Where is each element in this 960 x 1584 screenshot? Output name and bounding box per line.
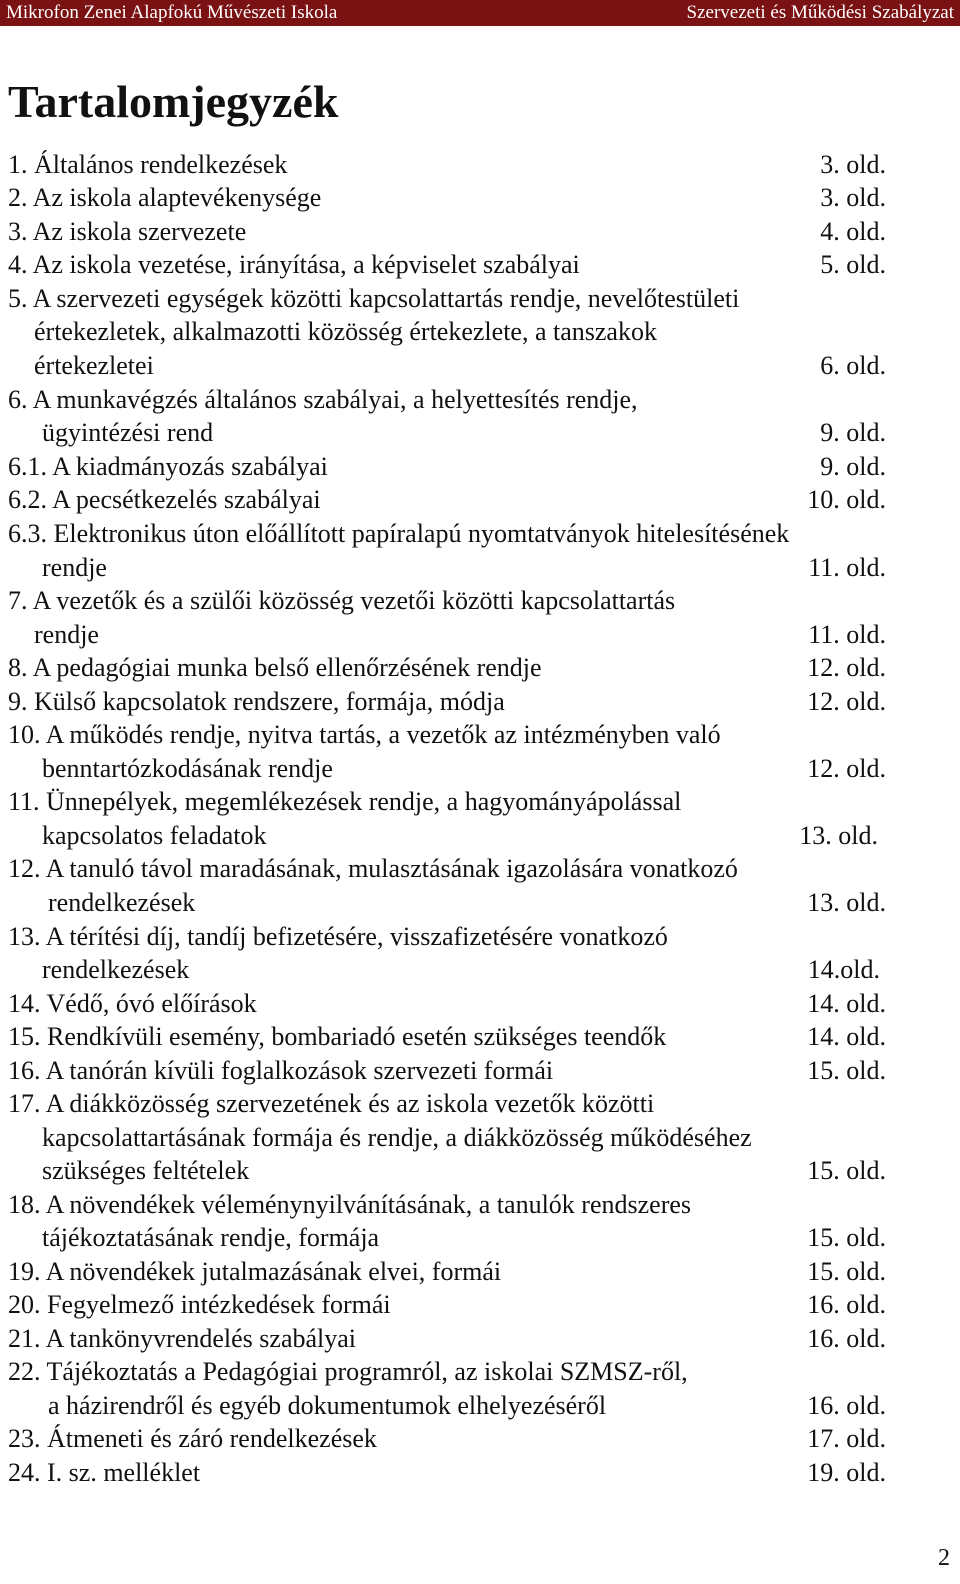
toc-entry-page: 17. old. xyxy=(807,1424,886,1453)
toc-entry-title: 21. A tankönyvrendelés szabályai xyxy=(8,1324,357,1353)
toc-entry-continuation: ügyintézési rend xyxy=(42,418,214,447)
toc-entry-title: 16. A tanórán kívüli foglalkozások szervezeti formái xyxy=(8,1056,554,1085)
toc-entry-page: 16. old. xyxy=(807,1324,886,1353)
header-school-name: Mikrofon Zenei Alapfokú Művészeti Iskola xyxy=(6,2,338,23)
toc-entry-continuation: rendelkezések xyxy=(48,888,196,917)
toc-entry-title: 4. Az iskola vezetése, irányítása, a képviselet szabályai xyxy=(8,250,580,279)
toc-entry-title: 6.2. A pecsétkezelés szabályai xyxy=(8,485,321,514)
toc-entry-title: 9. Külső kapcsolatok rendszere, formája, módja xyxy=(8,687,505,716)
toc-entry-continuation: kapcsolatos feladatok xyxy=(42,821,267,850)
toc-entry-page: 4. old. xyxy=(820,217,886,246)
toc-entry-page: 15. old. xyxy=(807,1056,886,1085)
toc-entry-continuation: szükséges feltételek xyxy=(42,1156,250,1185)
toc-entry-page: 15. old. xyxy=(807,1156,886,1185)
toc-entry-title: 18. A növendékek véleménynyilvánításának, a tanulók rendszeres xyxy=(8,1190,692,1219)
page-title: Tartalomjegyzék xyxy=(8,76,339,127)
toc-entry-page: 12. old. xyxy=(807,754,886,783)
page-number: 2 xyxy=(938,1545,950,1571)
toc-entry-title: 22. Tájékoztatás a Pedagógiai programról, az iskolai SZMSZ-ről, xyxy=(8,1357,688,1386)
toc-entry-title: 6.1. A kiadmányozás szabályai xyxy=(8,452,328,481)
toc-entry-title: 7. A vezetők és a szülői közösség vezetői közötti kapcsolattartás xyxy=(8,586,676,615)
toc-entry-page: 10. old. xyxy=(807,485,886,514)
toc-entry-page: 3. old. xyxy=(820,183,886,212)
toc-entry-page: 5. old. xyxy=(820,250,886,279)
toc-entry-title: 6. A munkavégzés általános szabályai, a helyettesítés rendje, xyxy=(8,385,638,414)
toc-entry-page: 14. old. xyxy=(807,989,886,1018)
toc-entry-title: 5. A szervezeti egységek közötti kapcsolattartás rendje, nevelőtestületi xyxy=(8,284,740,313)
toc-entry-continuation: értekezletek, alkalmazotti közösség értekezlete, a tanszakok xyxy=(34,317,657,346)
toc-entry-page: 9. old. xyxy=(820,452,886,481)
toc-entry-page: 3. old. xyxy=(820,150,886,179)
toc-entry-page: 16. old. xyxy=(807,1391,886,1420)
toc-entry-page: 14.old. xyxy=(807,955,880,984)
toc-entry-page: 19. old. xyxy=(807,1458,886,1487)
toc-entry-page: 13. old. xyxy=(807,888,886,917)
toc-entry-page: 11. old. xyxy=(808,553,886,582)
toc-entry-title: 3. Az iskola szervezete xyxy=(8,217,247,246)
header-document-name: Szervezeti és Működési Szabályzat xyxy=(686,2,954,23)
toc-entry-continuation: tájékoztatásának rendje, formája xyxy=(42,1223,380,1252)
toc-entry-title: 13. A térítési díj, tandíj befizetésére, visszafizetésére vonatkozó xyxy=(8,922,668,951)
toc-entry-page: 6. old. xyxy=(820,351,886,380)
toc-entry-continuation: rendje xyxy=(34,620,99,649)
toc-entry-page: 12. old. xyxy=(807,653,886,682)
toc-entry-title: 2. Az iskola alaptevékenysége xyxy=(8,183,322,212)
toc-entry-title: 12. A tanuló távol maradásának, mulasztásának igazolására vonatkozó xyxy=(8,854,738,883)
toc-entry-title: 10. A működés rendje, nyitva tartás, a vezetők az intézményben való xyxy=(8,720,721,749)
toc-entry-title: 24. I. sz. melléklet xyxy=(8,1458,201,1487)
toc-entry-page: 13. old. xyxy=(799,821,878,850)
toc-entry-page: 15. old. xyxy=(807,1257,886,1286)
toc-entry-continuation: értekezletei xyxy=(34,351,154,380)
toc-entry-title: 11. Ünnepélyek, megemlékezések rendje, a hagyományápolással xyxy=(8,787,682,816)
toc-entry-title: 8. A pedagógiai munka belső ellenőrzésének rendje xyxy=(8,653,542,682)
toc-entry-page: 16. old. xyxy=(807,1290,886,1319)
toc-entry-page: 12. old. xyxy=(807,687,886,716)
toc-entry-continuation: rendelkezések xyxy=(42,955,190,984)
toc-entry-title: 20. Fegyelmező intézkedések formái xyxy=(8,1290,391,1319)
toc-entry-continuation: rendje xyxy=(42,553,107,582)
toc-entry-page: 9. old. xyxy=(820,418,886,447)
toc-entry-continuation: benntartózkodásának rendje xyxy=(42,754,333,783)
toc-entry-title: 19. A növendékek jutalmazásának elvei, formái xyxy=(8,1257,502,1286)
toc-entry-continuation: kapcsolattartásának formája és rendje, a diákközösség működéséhez xyxy=(42,1123,752,1152)
toc-entry-title: 14. Védő, óvó előírások xyxy=(8,989,257,1018)
toc-entry-title: 23. Átmeneti és záró rendelkezések xyxy=(8,1424,377,1453)
toc-entry-title: 6.3. Elektronikus úton előállított papíralapú nyomtatványok hitelesítésének xyxy=(8,519,790,548)
toc-entry-title: 15. Rendkívüli esemény, bombariadó esetén szükséges teendők xyxy=(8,1022,667,1051)
toc-entry-title: 1. Általános rendelkezések xyxy=(8,150,288,179)
toc-entry-page: 11. old. xyxy=(808,620,886,649)
toc-entry-continuation: a házirendről és egyéb dokumentumok elhelyezéséről xyxy=(48,1391,607,1420)
toc-entry-title: 17. A diákközösség szervezetének és az iskola vezetők közötti xyxy=(8,1089,655,1118)
toc-entry-page: 15. old. xyxy=(807,1223,886,1252)
toc-entry-page: 14. old. xyxy=(807,1022,886,1051)
